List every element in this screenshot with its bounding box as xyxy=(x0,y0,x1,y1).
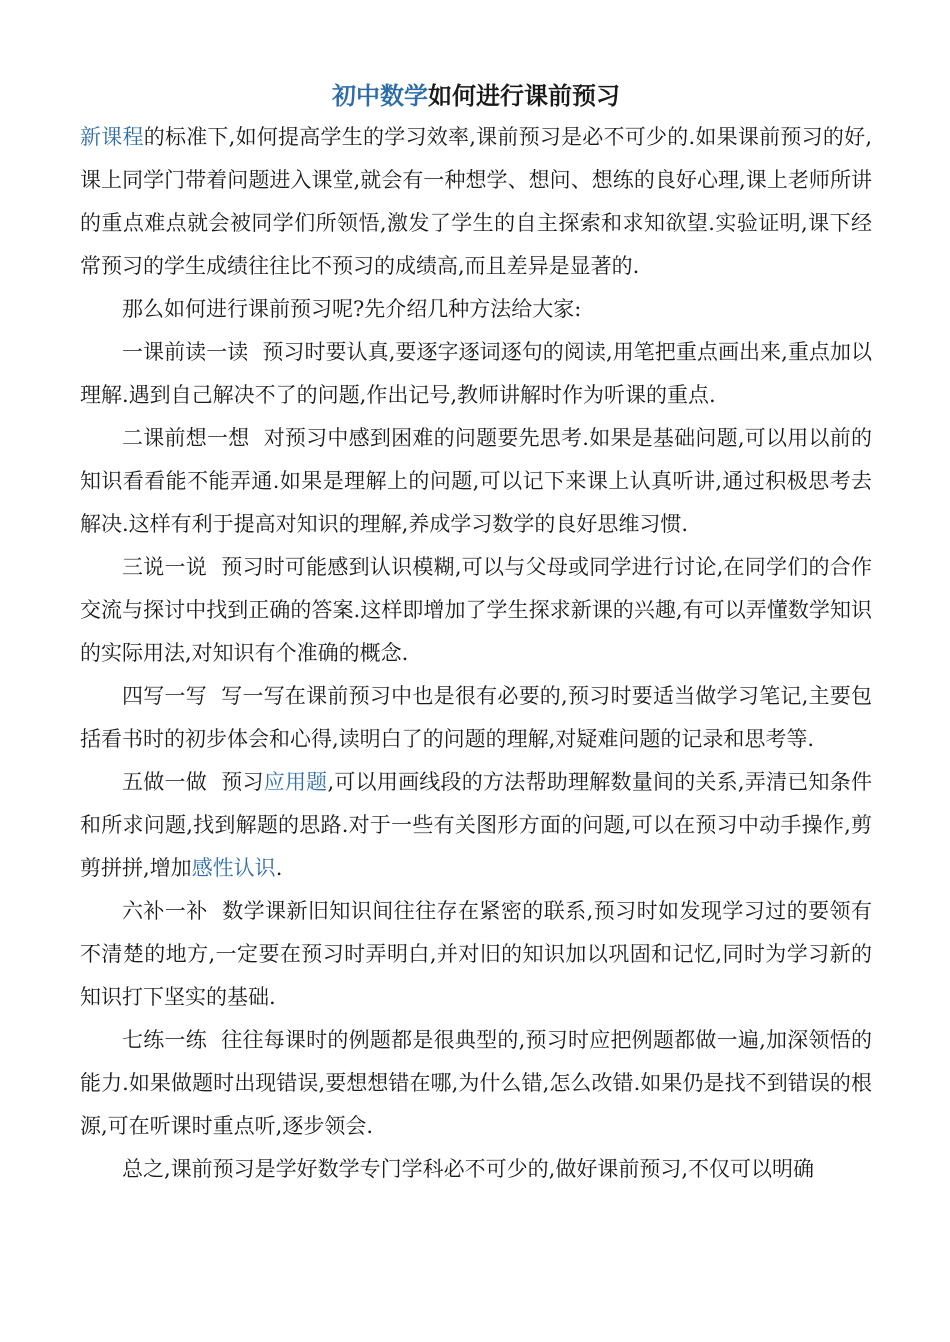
section-3-paragraph: 三说一说 预习时可能感到认识模糊,可以与父母或同学进行讨论,在同学们的合作交流与探讨中找到正确的答案.这样即增加了学生探求新课的兴趣,有可以弄懂数学知识的实际用法,对知识有个准确的概念. xyxy=(80,555,872,665)
title-text: 如何进行课前预习 xyxy=(428,82,620,110)
section-1-paragraph: 一课前读一读 预习时要认真,要逐字逐词逐句的阅读,用笔把重点画出来,重点加以理解.遇到自己解决不了的问题,作出记号,教师讲解时作为听课的重点. xyxy=(80,340,873,407)
title-link[interactable]: 初中数学 xyxy=(332,82,428,110)
lead-paragraph: 那么如何进行课前预习呢?先介绍几种方法给大家: xyxy=(122,297,582,321)
document-page xyxy=(80,78,872,1191)
document-title xyxy=(80,78,872,114)
section-heading: 一课前读一读 xyxy=(122,340,249,364)
section-6-paragraph: 六补一补 数学课新旧知识间往往存在紧密的联系,预习时如发现学习过的要领有不清楚的地方,一定要在预习时弄明白,并对旧的知识加以巩固和记忆,同时为学习新的知识打下坚实的基础. xyxy=(80,899,872,1009)
section-2-paragraph: 二课前想一想 对预习中感到困难的问题要先思考.如果是基础问题,可以用以前的知识看看能不能弄通.如果是理解上的问题,可以记下来课上认真听讲,通过积极思考去解决.这样有利于提高对知识的理解,养成学习数学的良好思维习惯. xyxy=(80,426,873,536)
new-curriculum-link[interactable]: 新课程 xyxy=(80,125,144,149)
section-heading: 三说一说 xyxy=(122,555,207,579)
section-heading: 七练一练 xyxy=(122,1028,207,1052)
section-5-paragraph: 五做一做 预习应用题,可以用画线段的方法帮助理解数量间的关系,弄清已知条件和所求问题,找到解题的思路.对于一些有关图形方面的问题,可以在预习中动手操作,剪剪拼拼,增加感性认识. xyxy=(80,770,873,880)
section-heading: 二课前想一想 xyxy=(122,426,250,450)
section-heading: 六补一补 xyxy=(122,899,208,923)
perceptual-knowledge-link[interactable]: 感性认识 xyxy=(191,856,276,880)
section-4-paragraph: 四写一写 写一写在课前预习中也是很有必要的,预习时要适当做学习笔记,主要包括看书时的初步体会和心得,读明白了的问题的理解,对疑难问题的记录和思考等. xyxy=(80,684,872,751)
section-7-paragraph: 七练一练 往往每课时的例题都是很典型的,预习时应把例题都做一遍,加深领悟的能力.如果做题时出现错误,要想想错在哪,为什么错,怎么改错.如果仍是找不到错误的根源,可在听课时重点听,逐步领会. xyxy=(80,1028,872,1138)
word-problem-link[interactable]: 应用题 xyxy=(263,770,328,794)
intro-paragraph: 新课程的标准下,如何提高学生的学习效率,课前预习是必不可少的.如果课前预习的好,课上同学门带着问题进入课堂,就会有一种想学、想问、想练的良好心理,课上老师所讲的重点难点就会被同学们所领悟,激发了学生的自主探索和求知欲望.实验证明,课下经常预习的学生成绩往往比不预习的成绩高,而且差异是显著的. xyxy=(80,125,872,278)
section-heading: 四写一写 xyxy=(122,684,207,708)
section-heading: 五做一做 xyxy=(122,770,207,794)
conclusion-paragraph: 总之,课前预习是学好数学专门学科必不可少的,做好课前预习,不仅可以明确 xyxy=(122,1157,815,1181)
